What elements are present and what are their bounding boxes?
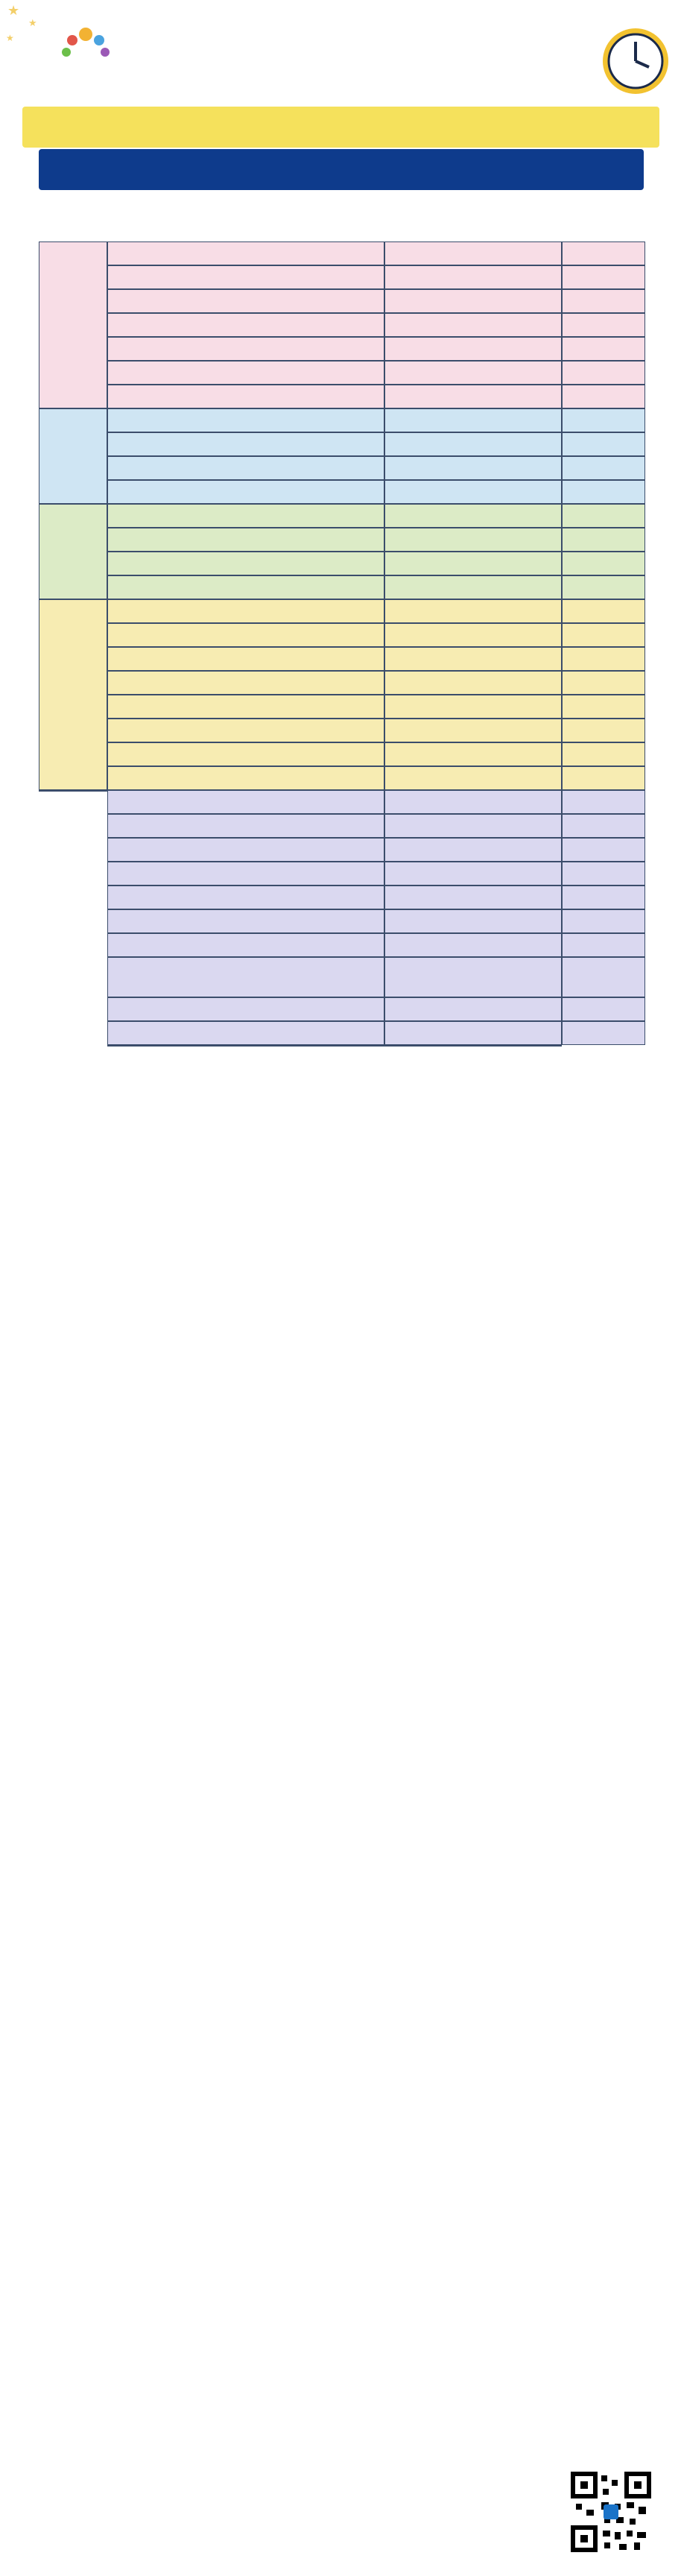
course-name [107, 552, 384, 575]
course-time [384, 862, 562, 886]
course-time [384, 742, 562, 766]
course-time [384, 838, 562, 862]
course-name [107, 480, 384, 504]
course-name [107, 599, 384, 623]
course-name [107, 933, 384, 957]
logo-mark-icon [56, 24, 115, 64]
course-name [107, 528, 384, 552]
course-time [384, 337, 562, 361]
course-fee [562, 361, 645, 385]
course-name [107, 766, 384, 790]
course-name [107, 504, 384, 528]
course-fee [562, 957, 645, 997]
course-name [107, 719, 384, 742]
course-fee [562, 862, 645, 886]
course-name [107, 997, 384, 1021]
course-name [107, 742, 384, 766]
course-name [107, 1045, 384, 1046]
course-fee [562, 504, 645, 528]
course-time [384, 1021, 562, 1045]
day-label [39, 790, 107, 792]
course-time [384, 909, 562, 933]
course-time [384, 647, 562, 671]
page-title [149, 30, 589, 89]
course-name [107, 289, 384, 313]
course-name [107, 909, 384, 933]
course-fee [562, 1021, 645, 1045]
course-time [384, 623, 562, 647]
course-fee [562, 695, 645, 719]
course-name [107, 957, 384, 997]
course-name [107, 623, 384, 647]
course-fee [562, 432, 645, 456]
course-time [384, 242, 562, 265]
course-time [384, 361, 562, 385]
course-fee [562, 997, 645, 1021]
course-time [384, 385, 562, 408]
course-name [107, 242, 384, 265]
course-time [384, 528, 562, 552]
course-time [384, 313, 562, 337]
course-name [107, 313, 384, 337]
course-time [384, 480, 562, 504]
course-name [107, 814, 384, 838]
course-time [384, 790, 562, 814]
course-time [384, 695, 562, 719]
course-fee [562, 886, 645, 909]
course-time [384, 265, 562, 289]
course-name [107, 838, 384, 862]
course-name [107, 265, 384, 289]
course-fee [562, 814, 645, 838]
course-time [384, 933, 562, 957]
course-fee [562, 742, 645, 766]
course-fee [562, 623, 645, 647]
course-name [107, 361, 384, 385]
day-label [39, 242, 107, 408]
course-time [384, 671, 562, 695]
course-name [107, 695, 384, 719]
course-fee [562, 575, 645, 599]
star-decoration: ★ [7, 3, 20, 19]
course-fee [562, 242, 645, 265]
day-label [39, 599, 107, 790]
course-name [107, 671, 384, 695]
course-fee [562, 838, 645, 862]
course-fee [562, 313, 645, 337]
course-fee [562, 933, 645, 957]
course-fee [562, 599, 645, 623]
star-decoration: ★ [6, 33, 14, 43]
course-time [384, 432, 562, 456]
course-time [384, 456, 562, 480]
course-name [107, 790, 384, 814]
course-fee [562, 456, 645, 480]
course-name [107, 575, 384, 599]
course-name [107, 385, 384, 408]
course-fee [562, 766, 645, 790]
promo-banner [22, 107, 659, 148]
course-fee [562, 408, 645, 432]
course-fee [562, 909, 645, 933]
day-label [39, 408, 107, 504]
course-fee [562, 337, 645, 361]
course-time [384, 599, 562, 623]
course-name [107, 1021, 384, 1045]
course-time [384, 814, 562, 838]
course-fee [562, 528, 645, 552]
course-fee [562, 265, 645, 289]
term-dates-banner [39, 149, 644, 190]
course-time [384, 1045, 562, 1046]
course-time [384, 886, 562, 909]
day-label [39, 504, 107, 599]
course-time [384, 408, 562, 432]
course-fee [562, 385, 645, 408]
qr-code-icon [570, 2471, 652, 2560]
course-name [107, 862, 384, 886]
logo [41, 21, 145, 92]
star-decoration: ★ [28, 18, 37, 29]
course-fee [562, 552, 645, 575]
course-fee [562, 480, 645, 504]
course-fee [562, 647, 645, 671]
course-time [384, 766, 562, 790]
clock-icon [600, 25, 671, 97]
course-name [107, 456, 384, 480]
course-name [107, 647, 384, 671]
course-time [384, 575, 562, 599]
course-name [107, 337, 384, 361]
course-fee [562, 671, 645, 695]
course-name [107, 408, 384, 432]
course-time [384, 504, 562, 528]
course-time [384, 552, 562, 575]
course-time [384, 289, 562, 313]
course-name [107, 886, 384, 909]
course-fee [562, 289, 645, 313]
course-fee [562, 790, 645, 814]
course-fee [562, 719, 645, 742]
course-name [107, 432, 384, 456]
course-time [384, 719, 562, 742]
course-time [384, 997, 562, 1021]
course-time [384, 957, 562, 997]
